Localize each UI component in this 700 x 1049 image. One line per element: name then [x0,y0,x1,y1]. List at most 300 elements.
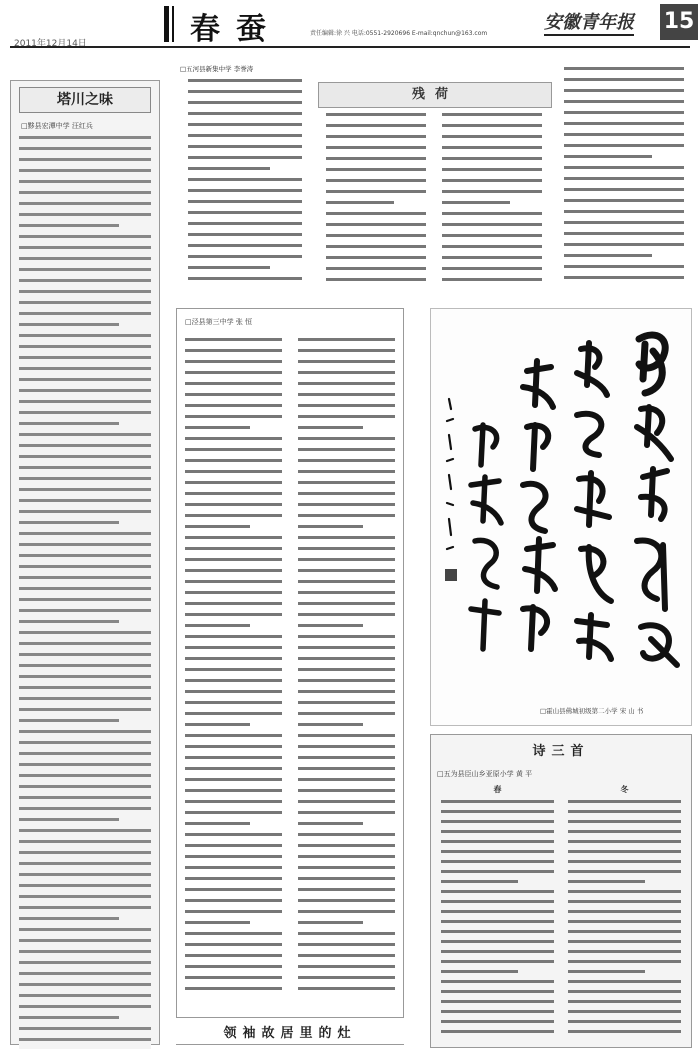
text-line [298,566,395,577]
text-line [568,977,681,987]
text-line [441,807,554,817]
text-line [326,253,426,264]
text-line [326,209,426,220]
text-line [185,742,282,753]
text-line [568,987,681,997]
text-line [185,599,282,610]
text-line [326,198,394,209]
text-line [441,977,554,987]
text-line [298,368,395,379]
text-line [564,163,684,174]
text-line [19,287,151,298]
text-line [298,753,395,764]
text-line [19,606,151,617]
text-line [185,918,250,929]
text-line [185,874,282,885]
middle-article-columns [177,335,403,995]
text-line [298,973,395,984]
text-line [19,826,151,837]
text-line [185,951,282,962]
poem-byline: □五为县臣山乡亚原小学 黄 平 [437,770,533,778]
text-line [298,885,395,896]
text-line [564,273,684,284]
text-line [564,141,684,152]
text-line [568,837,681,847]
text-line [185,830,282,841]
text-line [19,419,119,430]
text-line [441,937,554,947]
text-line [19,815,119,826]
text-line [564,262,684,273]
text-line [441,1027,554,1037]
text-line [441,957,554,967]
text-line [298,643,395,654]
text-line [185,786,282,797]
text-line [185,632,282,643]
text-line [185,357,282,368]
text-line [19,914,119,925]
text-line [19,133,151,144]
poem-column-right [564,783,685,1037]
text-line [442,154,542,165]
text-line [298,775,395,786]
text-line [442,187,542,198]
text-line [19,188,151,199]
text-line [185,368,282,379]
text-line [441,1017,554,1027]
text-line [185,720,250,731]
canhe-column [318,110,434,288]
text-line [19,595,151,606]
text-line [19,980,151,991]
text-line [19,958,151,969]
text-line [568,897,681,907]
text-line [298,940,395,951]
text-line [298,984,395,995]
text-line [19,705,151,716]
text-line [564,207,684,218]
text-line [19,452,151,463]
text-line [19,243,151,254]
left-article-byline: □黟县宏潭中学 汪红兵 [21,122,93,130]
text-line [568,867,681,877]
text-line [564,229,684,240]
text-line [19,276,151,287]
left-article-body [11,133,159,1049]
text-line [19,639,151,650]
text-line [326,231,426,242]
text-line [298,621,363,632]
text-line [188,219,302,230]
text-line [568,887,681,897]
text-line [19,551,151,562]
text-line [298,786,395,797]
text-line [19,199,151,210]
text-line [442,231,542,242]
text-line [441,897,554,907]
text-line [564,174,684,185]
text-line [564,108,684,119]
text-line [19,848,151,859]
text-line [298,841,395,852]
text-line [19,441,151,452]
text-line [568,797,681,807]
text-line [188,252,302,263]
text-line [185,709,282,720]
text-line [185,544,282,555]
text-line [185,511,282,522]
text-line [188,263,270,274]
text-line [19,331,151,342]
text-line [564,251,652,262]
text-line [564,185,684,196]
left-article [10,80,160,1045]
text-line [19,177,151,188]
text-line [185,390,282,401]
text-line [298,390,395,401]
top-middle-article [180,76,310,288]
text-line [442,242,542,253]
text-line [188,76,302,87]
page-number: 15 [660,4,698,40]
text-line [564,64,684,75]
top-middle-byline: □五河县新集中学 李誉涛 [180,65,254,73]
text-line [19,309,151,320]
text-line [326,110,426,121]
text-line [19,738,151,749]
text-line [185,973,282,984]
text-line [19,925,151,936]
issue-date: 2011年12月14日 [14,39,87,49]
text-line [185,940,282,951]
poem-subtitle: 冬 [620,785,629,794]
text-line [19,584,151,595]
text-line [185,687,282,698]
text-line [19,694,151,705]
text-line [19,903,151,914]
top-middle-body [180,76,310,285]
text-line [441,847,554,857]
text-line [19,804,151,815]
divider [176,1044,404,1045]
text-line [19,518,119,529]
text-line [568,947,681,957]
text-line [326,132,426,143]
text-line [19,562,151,573]
text-line [298,720,363,731]
text-line [298,962,395,973]
text-line [568,847,681,857]
text-line [441,827,554,837]
text-line [188,175,302,186]
text-line [19,936,151,947]
text-line [441,837,554,847]
text-line [298,577,395,588]
text-line [19,540,151,551]
text-line [298,819,363,830]
text-line [298,478,395,489]
text-line [19,474,151,485]
text-line [298,797,395,808]
text-line [185,379,282,390]
text-line [185,698,282,709]
text-line [442,253,542,264]
text-line [19,1024,151,1035]
text-line [19,870,151,881]
text-line [185,764,282,775]
text-line [19,353,151,364]
text-line [298,588,395,599]
text-line [326,154,426,165]
text-line [568,1027,681,1037]
text-line [188,208,302,219]
text-line [568,957,681,967]
text-line [19,771,151,782]
poem-column-left [437,783,558,1037]
text-line [19,881,151,892]
text-line [188,197,302,208]
text-line [298,830,395,841]
text-line [185,852,282,863]
text-line [326,121,426,132]
text-line [564,218,684,229]
text-line [185,566,282,577]
text-line [568,857,681,867]
canhe-column [434,110,550,288]
text-line [19,969,151,980]
text-line [185,489,282,500]
text-line [298,951,395,962]
text-line [441,987,554,997]
text-line [442,275,542,286]
text-line [185,929,282,940]
text-line [298,456,395,467]
text-line [19,1035,151,1046]
text-line [19,507,151,518]
poem-lines [564,797,685,1037]
text-line [568,937,681,947]
text-line [185,808,282,819]
text-line [185,412,282,423]
text-line [185,533,282,544]
text-line [298,896,395,907]
text-line [298,489,395,500]
text-line [188,241,302,252]
text-line [298,654,395,665]
text-line [442,176,542,187]
calligraphy-artwork [430,308,692,726]
text-line [441,947,554,957]
text-line [568,1007,681,1017]
text-line [298,698,395,709]
text-line [19,1013,119,1024]
newspaper-logo: 安徽青年报 [544,8,634,36]
header-bar [164,6,169,42]
text-line [298,412,395,423]
text-line [442,121,542,132]
text-line [185,654,282,665]
text-line [185,775,282,786]
text-line [441,857,554,867]
text-line [185,445,282,456]
text-line [298,676,395,687]
text-line [188,98,302,109]
text-line [185,610,282,621]
middle-article-column [290,335,403,995]
text-line [19,364,151,375]
text-line [185,401,282,412]
text-line [19,859,151,870]
text-line [441,917,554,927]
text-line [442,132,542,143]
text-line [19,166,151,177]
text-line [298,808,395,819]
text-line [442,165,542,176]
text-line [19,991,151,1002]
text-line [568,997,681,1007]
middle-article [176,308,404,1018]
text-line [298,918,363,929]
text-line [326,187,426,198]
text-line [185,962,282,973]
top-right-body [556,64,692,284]
text-line [185,896,282,907]
text-line [19,254,151,265]
text-line [19,672,151,683]
text-line [19,573,151,584]
text-line [298,379,395,390]
next-article-title: 领袖故居里的灶 [223,1026,357,1041]
text-line [19,408,151,419]
text-line [185,665,282,676]
text-line [298,665,395,676]
text-line [185,478,282,489]
text-line [298,346,395,357]
text-line [19,485,151,496]
text-line [19,210,151,221]
text-line [326,242,426,253]
text-line [185,555,282,566]
text-line [568,807,681,817]
text-line [185,984,282,995]
text-line [441,997,554,1007]
text-line [564,196,684,207]
text-line [188,109,302,120]
text-line [19,716,119,727]
text-line [298,335,395,346]
text-line [185,588,282,599]
poem-section-title: 诗三首 [532,744,590,759]
text-line [298,533,395,544]
text-line [298,434,395,445]
text-line [185,731,282,742]
text-line [185,863,282,874]
text-line [298,610,395,621]
middle-article-column [177,335,290,995]
text-line [185,643,282,654]
text-line [19,892,151,903]
middle-article-byline: □泾县第三中学 张 恒 [185,318,253,326]
text-line [568,967,645,977]
text-line [19,661,151,672]
text-line [568,1017,681,1027]
text-line [441,907,554,917]
text-line [188,274,302,285]
text-line [185,819,250,830]
text-line [298,511,395,522]
text-line [19,727,151,738]
text-line [19,628,151,639]
text-line [298,467,395,478]
text-line [19,650,151,661]
text-line [298,863,395,874]
text-line [441,887,554,897]
text-line [19,782,151,793]
canhe-body [318,110,550,288]
text-line [298,544,395,555]
text-line [185,907,282,918]
text-line [19,529,151,540]
text-line [19,320,119,331]
text-line [19,221,119,232]
text-line [185,346,282,357]
text-line [19,386,151,397]
text-line [185,500,282,511]
text-line [442,264,542,275]
text-line [568,907,681,917]
text-line [19,683,151,694]
text-line [185,522,250,533]
text-line [19,793,151,804]
text-line [188,120,302,131]
text-line [568,877,645,887]
text-line [188,142,302,153]
text-line [185,467,282,478]
text-line [298,742,395,753]
calligraphy-image [431,309,693,727]
canhe-title: 残荷 [318,82,552,108]
text-line [442,143,542,154]
seal-stamp [445,569,457,581]
text-line [442,110,542,121]
text-line [298,731,395,742]
text-line [19,265,151,276]
text-line [185,335,282,346]
text-line [441,817,554,827]
text-line [298,599,395,610]
text-line [298,357,395,368]
text-line [298,929,395,940]
text-line [298,907,395,918]
poem-columns [431,781,691,1039]
poem-section [430,734,692,1048]
text-line [298,852,395,863]
text-line [185,753,282,764]
text-line [326,143,426,154]
text-line [19,375,151,386]
top-right-article [556,64,692,292]
text-line [564,97,684,108]
text-line [298,632,395,643]
text-line [442,198,510,209]
text-line [188,164,270,175]
text-line [441,967,518,977]
text-line [564,75,684,86]
text-line [188,186,302,197]
text-line [19,342,151,353]
text-line [19,397,151,408]
text-line [326,264,426,275]
